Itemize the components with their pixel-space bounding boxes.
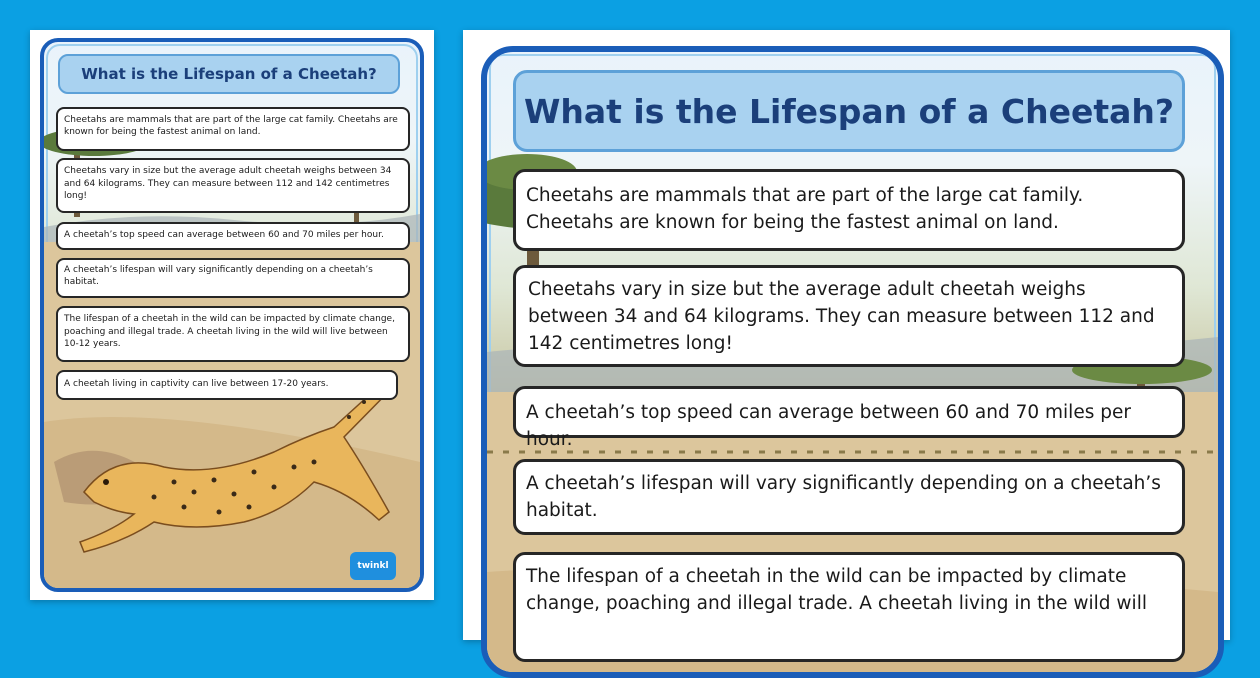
zoom-fact-text-4: A cheetah’s lifespan will vary significantly depending on a cheetah’s habitat. [526,473,1161,521]
poster-title-text: What is the Lifespan of a Cheetah? [81,65,377,83]
fact-text-6: A cheetah living in captivity can live between 17-20 years. [64,379,329,389]
poster-title [58,54,400,94]
fact-box-5 [56,306,410,362]
fact-box-1 [56,107,410,151]
zoom-fact-text-3: A cheetah’s top speed can average between 60 and 70 miles per hour. [526,402,1131,450]
fact-text-4: A cheetah’s lifespan will vary significantly depending on a cheetah’s habitat. [64,265,373,287]
zoom-frame [481,46,1224,678]
zoom-fact-box-1 [513,169,1185,251]
fact-box-6 [56,370,398,400]
zoom-fact-text-5: The lifespan of a cheetah in the wild can be impacted by climate change, poaching and illegal trade. A cheetah living in the wild will [526,566,1147,614]
fact-text-3: A cheetah’s top speed can average between 60 and 70 miles per hour. [64,230,384,240]
zoom-fact-box-4 [513,459,1185,535]
poster-thumbnail [30,30,434,600]
zoom-fact-box-5 [513,552,1185,662]
poster-frame [40,38,424,592]
zoom-fact-box-3 [513,386,1185,450]
zoom-fact-text-1: Cheetahs are mammals that are part of the large cat family. Cheetahs are known for being the fastest animal on land. [526,185,1084,233]
fact-box-2 [56,158,410,213]
zoom-title [513,70,1185,152]
logo-text: twinkl [357,561,389,571]
fact-box-4 [56,258,410,298]
zoom-title-text: What is the Lifespan of a Cheetah? [523,91,1175,131]
zoom-fact-box-2 [513,265,1185,367]
fact-text-2: Cheetahs vary in size but the average adult cheetah weighs between 34 and 64 kilograms. They can measure between 112 and 142 centimetres long! [64,166,392,201]
zoom-fact-text-2: Cheetahs vary in size but the average adult cheetah weighs between 34 and 64 kilograms. They can measure between 112 and 142 centimetres long! [528,279,1155,354]
fact-text-1: Cheetahs are mammals that are part of the large cat family. Cheetahs are known for being the fastest animal on land. [64,115,398,137]
fact-text-5: The lifespan of a cheetah in the wild can be impacted by climate change, poaching and illegal trade. A cheetah living in the wild will live between 10-12 years. [64,314,395,349]
fact-box-3 [56,222,410,250]
twinkl-logo [350,552,396,580]
poster-zoom-view [463,30,1230,640]
